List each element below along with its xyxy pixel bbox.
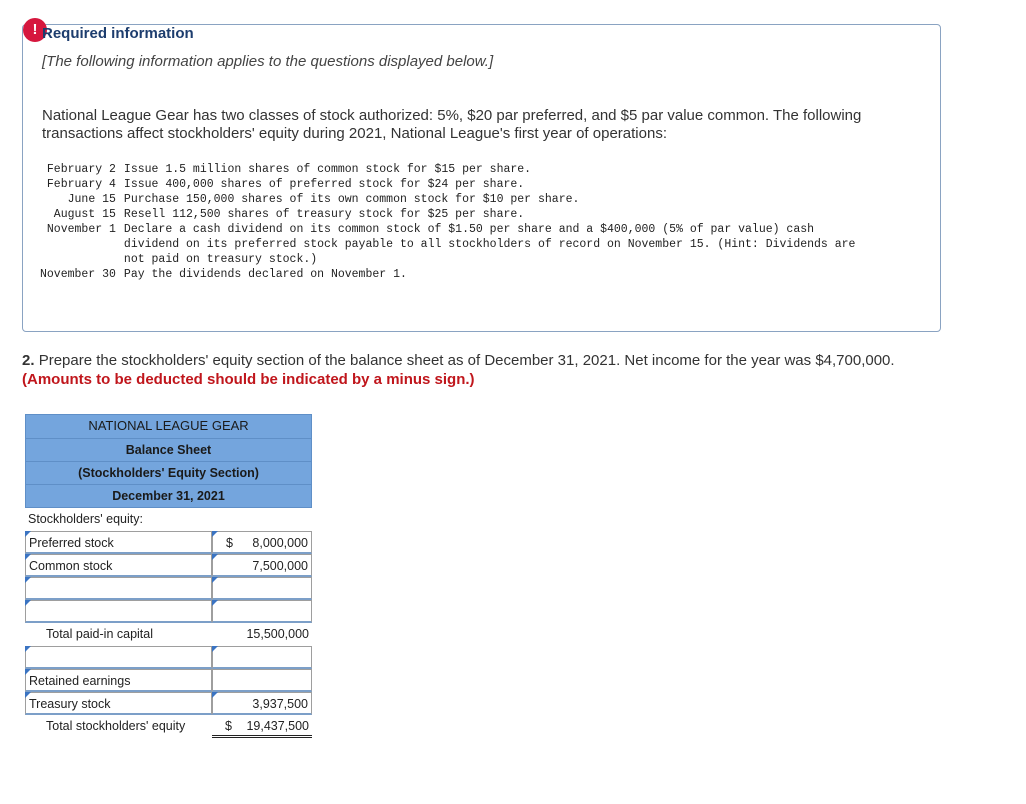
input-marker-icon: [212, 692, 218, 698]
transaction-row: [40, 267, 874, 282]
transaction-row: [40, 162, 874, 177]
total-stockholders-equity-amount: [212, 715, 312, 738]
transaction-description: Issue 1.5 million shares of common stock for $15 per share.: [123, 163, 532, 176]
transaction-date: June 15: [67, 193, 116, 206]
question-number: 2.: [22, 352, 35, 369]
input-marker-icon: [212, 531, 218, 537]
empty-row: [25, 577, 312, 600]
empty-label-field[interactable]: [25, 646, 212, 669]
company-name: NATIONAL LEAGUE GEAR: [25, 414, 312, 439]
empty-amount-field[interactable]: [212, 577, 312, 600]
input-marker-icon: [212, 577, 218, 583]
dropdown-marker-icon: [25, 600, 31, 606]
retained-earnings-row: [25, 669, 312, 692]
transaction-date: November 1: [46, 223, 116, 236]
common-stock-amount-field[interactable]: 7,500,000: [212, 554, 312, 577]
question-text: [22, 352, 895, 369]
equity-header-label: Stockholders' equity:: [28, 512, 143, 526]
common-stock-row: [25, 554, 312, 577]
preferred-stock-label-field[interactable]: Preferred stock: [25, 531, 212, 554]
transaction-description: Declare a cash dividend on its common stock of $1.50 per share and a $400,000 (5% of par value) cash dividend on its preferred stock payable to all stockholders of record on November 15. (Hint: Dividends are not paid on treasury stock.): [123, 223, 856, 266]
empty-row: [25, 600, 312, 623]
statement-title: Balance Sheet: [25, 439, 312, 462]
total-stockholders-equity-row: [25, 715, 312, 738]
input-marker-icon: [212, 554, 218, 560]
empty-label-field[interactable]: [25, 600, 212, 623]
total-paid-in-capital-label: Total paid-in capital: [46, 627, 154, 641]
dropdown-marker-icon: [25, 669, 31, 675]
alert-icon: !: [23, 18, 47, 42]
transaction-description: Resell 112,500 shares of treasury stock for $25 per share.: [123, 208, 525, 221]
dollar-sign: $: [225, 719, 232, 733]
treasury-stock-amount-field[interactable]: 3,937,500: [212, 692, 312, 715]
balance-sheet: [25, 414, 312, 738]
transaction-description: Issue 400,000 shares of preferred stock for $24 per share.: [123, 178, 525, 191]
input-marker-icon: [212, 646, 218, 652]
intro-paragraph: National League Gear has two classes of stock authorized: 5%, $20 par preferred, and $5 par value common. The following transactions affect stockholders' equity during 2021, National League's first year of operations:: [42, 107, 862, 142]
input-marker-icon: [212, 600, 218, 606]
retained-earnings-amount-field[interactable]: [212, 669, 312, 692]
treasury-stock-row: [25, 692, 312, 715]
transaction-row: [40, 192, 874, 207]
transaction-date: August 15: [53, 208, 116, 221]
transaction-row: [40, 177, 874, 192]
dollar-sign: $: [226, 536, 233, 550]
statement-section: (Stockholders' Equity Section): [25, 462, 312, 485]
statement-date: December 31, 2021: [25, 485, 312, 508]
question-instruction: (Amounts to be deducted should be indicated by a minus sign.): [22, 371, 475, 388]
transaction-description: Pay the dividends declared on November 1.: [123, 268, 407, 281]
transaction-description: Purchase 150,000 shares of its own common stock for $10 per share.: [123, 193, 580, 206]
equity-header-row: [25, 508, 312, 531]
empty-amount-field[interactable]: [212, 600, 312, 623]
info-subtitle: [The following information applies to the questions displayed below.]: [42, 53, 494, 70]
retained-earnings-label-field[interactable]: Retained earnings: [25, 669, 212, 692]
question-body: Prepare the stockholders' equity section of the balance sheet as of December 31, 2021. Net income for the year was $4,700,000.: [38, 352, 895, 369]
total-paid-in-capital-row: [25, 623, 312, 646]
info-title: Required information: [42, 25, 194, 42]
dropdown-marker-icon: [25, 554, 31, 560]
empty-label-field[interactable]: [25, 577, 212, 600]
preferred-stock-row: [25, 531, 312, 554]
transaction-date: February 4: [46, 178, 116, 191]
dropdown-marker-icon: [25, 692, 31, 698]
empty-amount-field[interactable]: [212, 646, 312, 669]
transaction-date: February 2: [46, 163, 116, 176]
dropdown-marker-icon: [25, 646, 31, 652]
total-stockholders-equity-label: Total stockholders' equity: [46, 719, 186, 733]
dropdown-marker-icon: [25, 531, 31, 537]
transaction-date: November 30: [40, 268, 116, 281]
empty-row: [25, 646, 312, 669]
transactions-table: [40, 162, 874, 282]
treasury-stock-label-field[interactable]: Treasury stock: [25, 692, 212, 715]
preferred-stock-amount-field[interactable]: [212, 531, 312, 554]
total-paid-in-capital-amount: 15,500,000: [246, 627, 309, 641]
total-stockholders-equity-value: 19,437,500: [246, 719, 309, 733]
preferred-stock-amount: 8,000,000: [252, 536, 308, 550]
transaction-row: [40, 207, 874, 222]
dropdown-marker-icon: [25, 577, 31, 583]
transaction-row: [40, 222, 874, 267]
common-stock-label-field[interactable]: Common stock: [25, 554, 212, 577]
